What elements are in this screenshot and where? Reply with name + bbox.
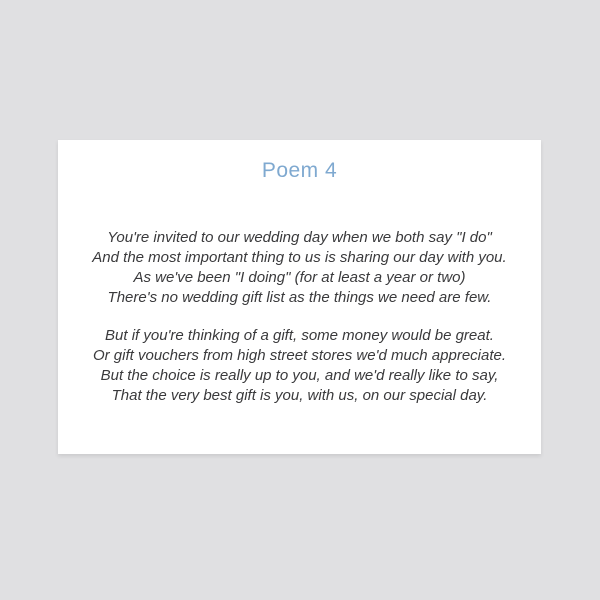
poem-line: As we've been "I doing" (for at least a year or two)	[133, 269, 466, 286]
poem-body	[58, 228, 541, 406]
poem-line: And the most important thing to us is sharing our day with you.	[92, 249, 507, 266]
poem-line: There's no wedding gift list as the things we need are few.	[107, 289, 492, 306]
poem-card	[58, 140, 541, 454]
poem-line: Or gift vouchers from high street stores we'd much appreciate.	[92, 347, 507, 364]
poem-line: But if you're thinking of a gift, some money would be great.	[105, 327, 494, 344]
poem-line: You're invited to our wedding day when we both say "I do"	[107, 229, 492, 246]
poem-stanza-1	[58, 228, 541, 308]
poem-line: But the choice is really up to you, and we'd really like to say,	[100, 367, 499, 384]
poem-stanza-2	[58, 326, 541, 406]
poem-title: Poem 4	[261, 159, 338, 182]
poem-line: That the very best gift is you, with us, on our special day.	[111, 387, 488, 404]
